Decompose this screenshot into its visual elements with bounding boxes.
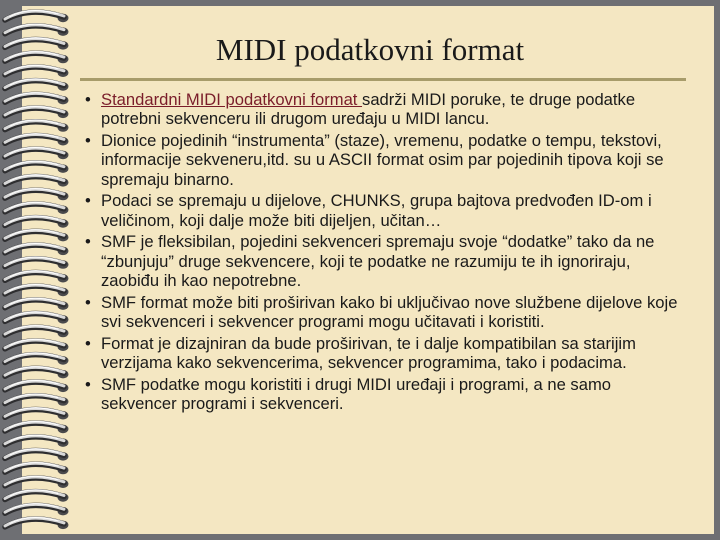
spiral-binding-ring-icon	[5, 326, 69, 338]
spiral-binding-ring-icon	[5, 394, 69, 406]
spiral-binding-ring-icon	[5, 353, 69, 365]
spiral-binding-ring-icon	[5, 38, 69, 50]
bullet-icon: •	[85, 374, 91, 394]
bullet-item-5	[84, 293, 684, 332]
spiral-binding-ring-icon	[5, 380, 69, 392]
spiral-binding-ring-icon	[5, 271, 69, 283]
spiral-binding-ring-icon	[5, 175, 69, 187]
spiral-binding-ring-icon	[5, 490, 69, 502]
spiral-binding-ring-icon	[5, 285, 69, 297]
bullet-item-3	[84, 191, 684, 230]
spiral-binding-ring-icon	[5, 202, 69, 214]
bullet-list	[84, 90, 684, 416]
spiral-binding-ring-icon	[5, 52, 69, 64]
spiral-binding-ring-icon	[5, 298, 69, 310]
bullet-icon: •	[85, 292, 91, 312]
spiral-binding-ring-icon	[5, 79, 69, 91]
bullet-text: Format je dizajniran da bude proširivan, te i dalje kompatibilan sa starijim verzijama kako sekvencerima, sekvencer programima, tako i podacima.	[101, 333, 636, 373]
spiral-binding-ring-icon	[5, 161, 69, 173]
title-divider	[80, 78, 686, 81]
bullet-icon: •	[85, 131, 91, 150]
spiral-binding-ring-icon	[5, 517, 69, 529]
spiral-binding-ring-icon	[5, 435, 69, 447]
bullet-text: SMF format može biti proširivan kako bi uključivao nove službene dijelove koje svi sekvenceri i sekvencer programi mogu učitavati i koristiti.	[101, 292, 678, 332]
bullet-item-1	[84, 90, 684, 129]
spiral-binding-ring-icon	[5, 449, 69, 461]
bullet-item-2	[84, 131, 684, 189]
spiral-binding-ring-icon	[5, 257, 69, 269]
spiral-binding-ring-icon	[5, 367, 69, 379]
slide-title: MIDI podatkovni format	[215, 32, 525, 67]
spiral-binding-ring-icon	[5, 134, 69, 146]
spiral-binding-ring-icon	[5, 11, 69, 23]
spiral-binding-ring-icon	[5, 463, 69, 475]
bullet-text: Dionice pojedinih “instrumenta” (staze), vremenu, podatke o tempu, tekstovi, informacije sekveneru,itd. su u ASCII format osim par pojedinih tipova koji se spremaju binarno.	[101, 131, 664, 189]
bullet-item-7	[84, 375, 684, 414]
spiral-binding-ring-icon	[5, 106, 69, 118]
bullet-text: SMF podatke mogu koristiti i drugi MIDI uređaji i programi, a ne samo sekvencer programi i sekvenceri.	[101, 374, 611, 414]
spiral-binding-ring-icon	[5, 422, 69, 434]
spiral-binding-ring-icon	[5, 24, 69, 36]
standard-midi-format-link[interactable]: Standardni MIDI podatkovni format	[101, 90, 363, 109]
bullet-icon: •	[85, 232, 91, 252]
bullet-text: SMF je fleksibilan, pojedini sekvenceri spremaju svoje “dodatke” tako da ne “zbunjuju” druge sekvencere, koji te podatke ne razumiju te ih ignoriraju, zaobiđu ih kao nepotrebne.	[101, 232, 655, 291]
spiral-binding-ring-icon	[5, 476, 69, 488]
spiral-binding-ring-icon	[5, 230, 69, 242]
spiral-binding-ring-icon	[5, 189, 69, 201]
bullet-text: sadrži MIDI poruke, te druge podatke potrebni sekvenceru ili drugom uređaju u MIDI lancu.	[101, 90, 636, 129]
spiral-binding-ring-icon	[5, 93, 69, 105]
spiral-binding-ring-icon	[5, 339, 69, 351]
bullet-item-4	[84, 232, 684, 290]
bullet-icon: •	[85, 333, 91, 353]
bullet-item-6	[84, 334, 684, 373]
spiral-binding-ring-icon	[5, 148, 69, 160]
spiral-binding-ring-icon	[5, 408, 69, 420]
spiral-binding-ring-icon	[5, 120, 69, 132]
spiral-binding-ring-icon	[5, 243, 69, 255]
spiral-binding-ring-icon	[5, 216, 69, 228]
spiral-binding-ring-icon	[5, 312, 69, 324]
bullet-icon: •	[85, 191, 91, 211]
spiral-binding-ring-icon	[5, 504, 69, 516]
spiral-binding-ring-icon	[5, 65, 69, 77]
bullet-icon: •	[85, 90, 91, 109]
bullet-text: Podaci se spremaju u dijelove, CHUNKS, grupa bajtova predvođen ID-om i veličinom, koji dalje može biti dijeljen, učitan…	[101, 191, 652, 230]
spiral-binding	[0, 0, 80, 540]
